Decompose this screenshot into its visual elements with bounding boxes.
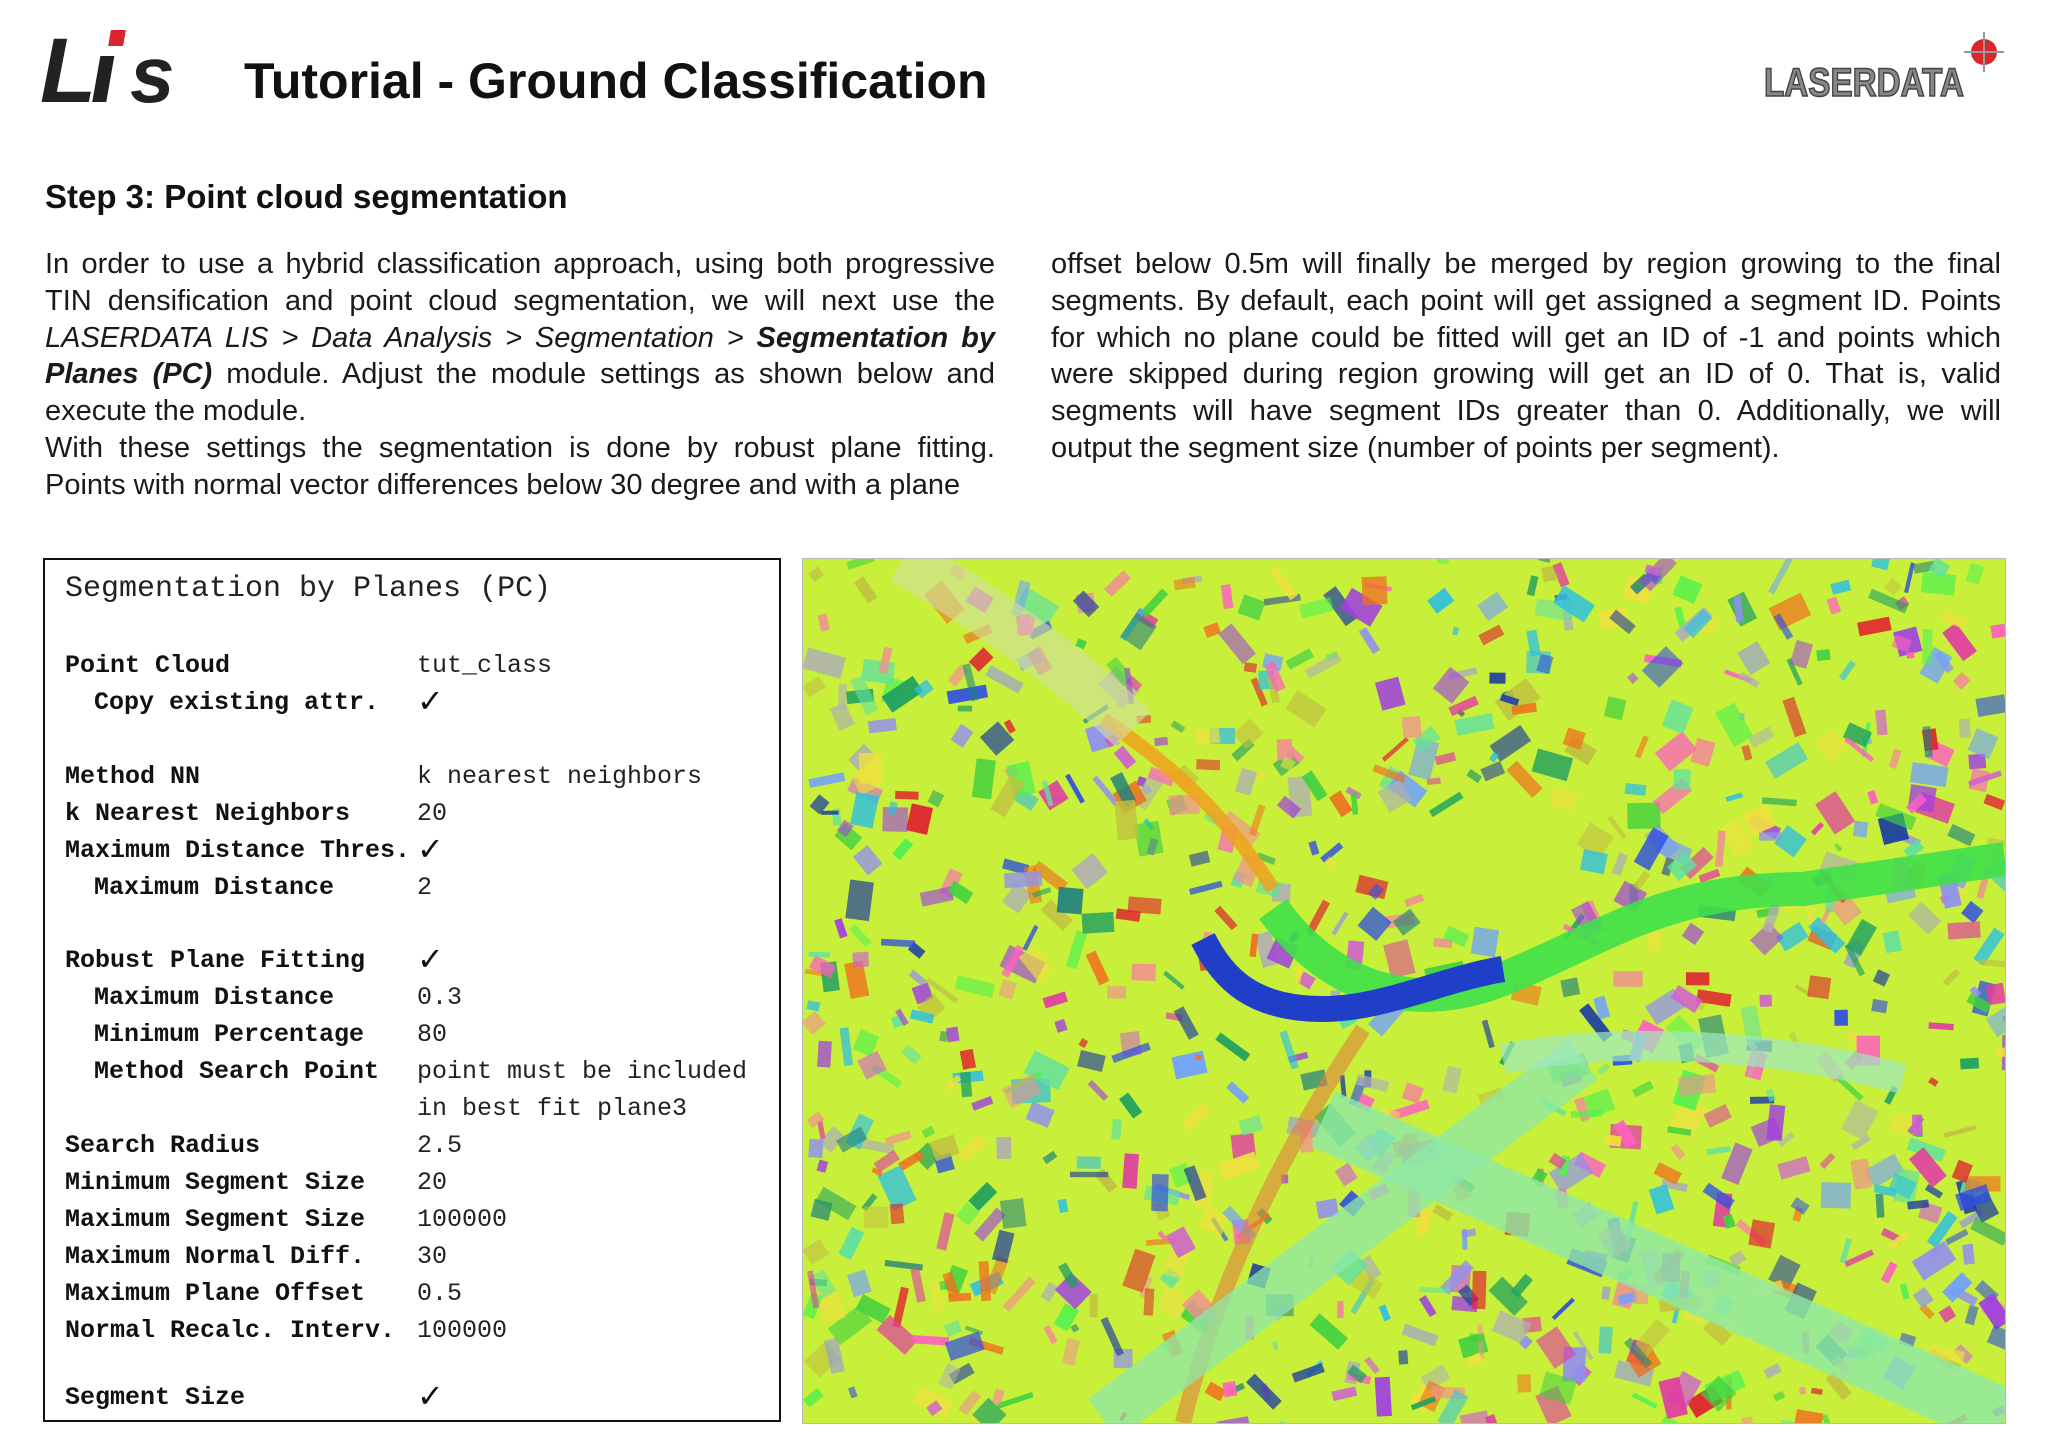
segment-patch xyxy=(1853,821,1868,838)
segment-patch xyxy=(1144,1288,1155,1315)
page-title: Tutorial - Ground Classification xyxy=(244,53,988,109)
segment-patch xyxy=(1471,927,1499,957)
segment-patch xyxy=(1489,673,1505,684)
segment-patch xyxy=(1295,967,1301,983)
segment-patch xyxy=(1613,971,1642,987)
segment-patch xyxy=(1472,1271,1487,1309)
segment-patch xyxy=(845,880,874,922)
segment-patch xyxy=(1114,800,1138,841)
segment-patch xyxy=(1986,983,2005,1005)
segment-patch xyxy=(1131,964,1155,981)
segment-patch xyxy=(1560,977,1580,997)
segment-patch xyxy=(1070,1172,1108,1178)
segment-patch xyxy=(1922,629,1932,664)
intro-text-end: module. Adjust the module settings as shown below and execute the module. xyxy=(45,358,995,428)
setting-row: Maximum Distance 0.3 xyxy=(94,983,463,1012)
check-icon: ✓ xyxy=(417,682,444,720)
segment-patch xyxy=(1362,576,1388,605)
segment-patch xyxy=(1111,1119,1122,1140)
segment-patch xyxy=(1517,1374,1531,1393)
segment-patch xyxy=(1947,921,1980,939)
segment-patch xyxy=(1686,972,1709,985)
segment-patch xyxy=(1834,1010,1848,1026)
segment-patch xyxy=(1748,1219,1775,1248)
segment-patch xyxy=(1082,912,1115,934)
segment-patch xyxy=(1196,759,1220,770)
setting-row: Minimum Percentage 80 xyxy=(94,1020,448,1049)
svg-text:L: L xyxy=(40,24,97,110)
segment-patch xyxy=(861,659,895,684)
check-icon: ✓ xyxy=(417,940,444,978)
module-path: LASERDATA LIS > Data Analysis > Segmentation > xyxy=(45,321,757,354)
paragraph-settings: With these settings the segmentation is done by robust plane fitting. Points with normal vector differences below 30 degree and with a plane xyxy=(45,431,995,501)
segment-patch xyxy=(1821,1182,1851,1209)
segment-patch xyxy=(1337,1301,1344,1318)
segment-patch xyxy=(1151,1174,1168,1211)
svg-text:s: s xyxy=(130,30,175,110)
segment-patch xyxy=(821,811,839,815)
segment-patch xyxy=(1398,1350,1408,1365)
setting-row: Maximum Distance 2 xyxy=(94,873,433,902)
setting-row: Normal Recalc. Interv. 100000 xyxy=(65,1316,508,1345)
paragraph-intro xyxy=(45,246,995,430)
text-column-left xyxy=(45,246,995,504)
setting-row: Maximum Segment Size 100000 xyxy=(65,1205,508,1234)
check-icon: ✓ xyxy=(417,830,444,868)
segment-patch xyxy=(1876,1194,1885,1218)
segment-patch xyxy=(1196,727,1221,745)
segment-patch xyxy=(895,791,919,800)
segment-patch xyxy=(1122,1153,1139,1189)
intro-text: In order to use a hybrid classification approach, using both progressive TIN densification and point cloud segmentation, we will next use the xyxy=(45,248,995,317)
segment-patch xyxy=(1605,1134,1622,1147)
setting-row: k Nearest Neighbors 20 xyxy=(65,799,448,828)
segment-patch xyxy=(838,684,846,709)
segment-patch xyxy=(1871,999,1888,1013)
segment-patch xyxy=(1000,1198,1027,1229)
segment-patch xyxy=(1077,1156,1101,1169)
segmentation-result-image xyxy=(802,558,2006,1424)
segment-patch xyxy=(808,1139,823,1158)
segment-patch xyxy=(939,1031,948,1042)
segment-patch xyxy=(1107,986,1126,999)
segment-patch xyxy=(1598,1326,1613,1354)
segment-patch xyxy=(890,1203,905,1224)
segment-patch xyxy=(1625,783,1647,796)
segment-patch xyxy=(864,1207,889,1228)
segment-patch xyxy=(1959,719,1971,738)
setting-row: Maximum Distance Thres. ✓ xyxy=(65,830,444,868)
setting-row: Method NN k nearest neighbors xyxy=(65,762,703,791)
segment-patch xyxy=(1057,887,1084,914)
text-column-right xyxy=(1051,246,2001,467)
setting-row: Copy existing attr. ✓ xyxy=(94,682,444,720)
check-icon: ✓ xyxy=(417,1377,444,1415)
page-header xyxy=(0,0,2048,140)
settings-panel xyxy=(43,558,781,1422)
segment-patch xyxy=(1627,802,1661,829)
lis-logo xyxy=(40,24,200,110)
svg-text:LASERDATA: LASERDATA xyxy=(1764,61,1964,105)
segment-patch xyxy=(1807,975,1831,999)
segment-patch xyxy=(960,1072,972,1098)
laserdata-logo xyxy=(1762,30,2012,110)
segment-patch xyxy=(1674,769,1691,789)
segment-patch xyxy=(1760,995,1773,1007)
segment-patch xyxy=(1816,649,1830,661)
segment-patch xyxy=(1960,1058,1979,1070)
segment-patch xyxy=(1469,1334,1484,1343)
segment-patch xyxy=(958,706,972,712)
segment-patch xyxy=(1962,1244,1975,1265)
setting-row: Point Cloud tut_class xyxy=(65,651,553,680)
segment-patch xyxy=(1004,871,1043,888)
segment-patch xyxy=(1995,1046,2005,1057)
step-title: Step 3: Point cloud segmentation xyxy=(45,178,568,215)
module-name: Segmentation by Planes (PC) xyxy=(45,321,995,391)
segment-patch xyxy=(1090,1294,1098,1317)
setting-row: Search Radius 2.5 xyxy=(65,1131,463,1160)
segment-patch xyxy=(1912,1115,1923,1137)
segment-patch xyxy=(1759,832,1781,841)
setting-row: Segment Size ✓ xyxy=(65,1377,444,1415)
setting-row: in best fit plane3 xyxy=(417,1094,688,1123)
setting-row: Maximum Plane Offset 0.5 xyxy=(65,1279,463,1308)
segment-patch xyxy=(996,1137,1011,1159)
segment-patch xyxy=(808,952,830,958)
segment-patch xyxy=(1402,716,1422,738)
segment-patch xyxy=(852,952,869,968)
segment-patch xyxy=(1244,662,1257,673)
segment-patch xyxy=(1154,737,1168,746)
settings-title: Segmentation by Planes (PC) xyxy=(65,572,552,606)
segment-patch xyxy=(1907,652,1915,659)
segment-patch xyxy=(1222,1381,1237,1397)
segment-patch xyxy=(1678,1074,1716,1096)
setting-row: Maximum Normal Diff. 30 xyxy=(65,1242,448,1271)
setting-row: Robust Plane Fitting ✓ xyxy=(65,940,444,978)
segment-patch xyxy=(1990,624,2005,639)
segment-patch xyxy=(1375,1377,1392,1417)
setting-row: Minimum Segment Size 20 xyxy=(65,1168,448,1197)
segment-patch xyxy=(817,1041,832,1068)
segment-patch xyxy=(1647,931,1662,951)
paragraph-segments: offset below 0.5m will finally be merged by region growing to the final segments. By default, each point will get assigned a segment ID. Points for which no plane could be fitted will get an ID of -1 and points which were skipped during region growing will get an ID of 0. That is, valid segments will have segment IDs greater than 0. Additionally, we will output the segment size (number of points per segment). xyxy=(1051,248,2001,464)
setting-row: Method Search Point point must be included xyxy=(94,1057,748,1086)
